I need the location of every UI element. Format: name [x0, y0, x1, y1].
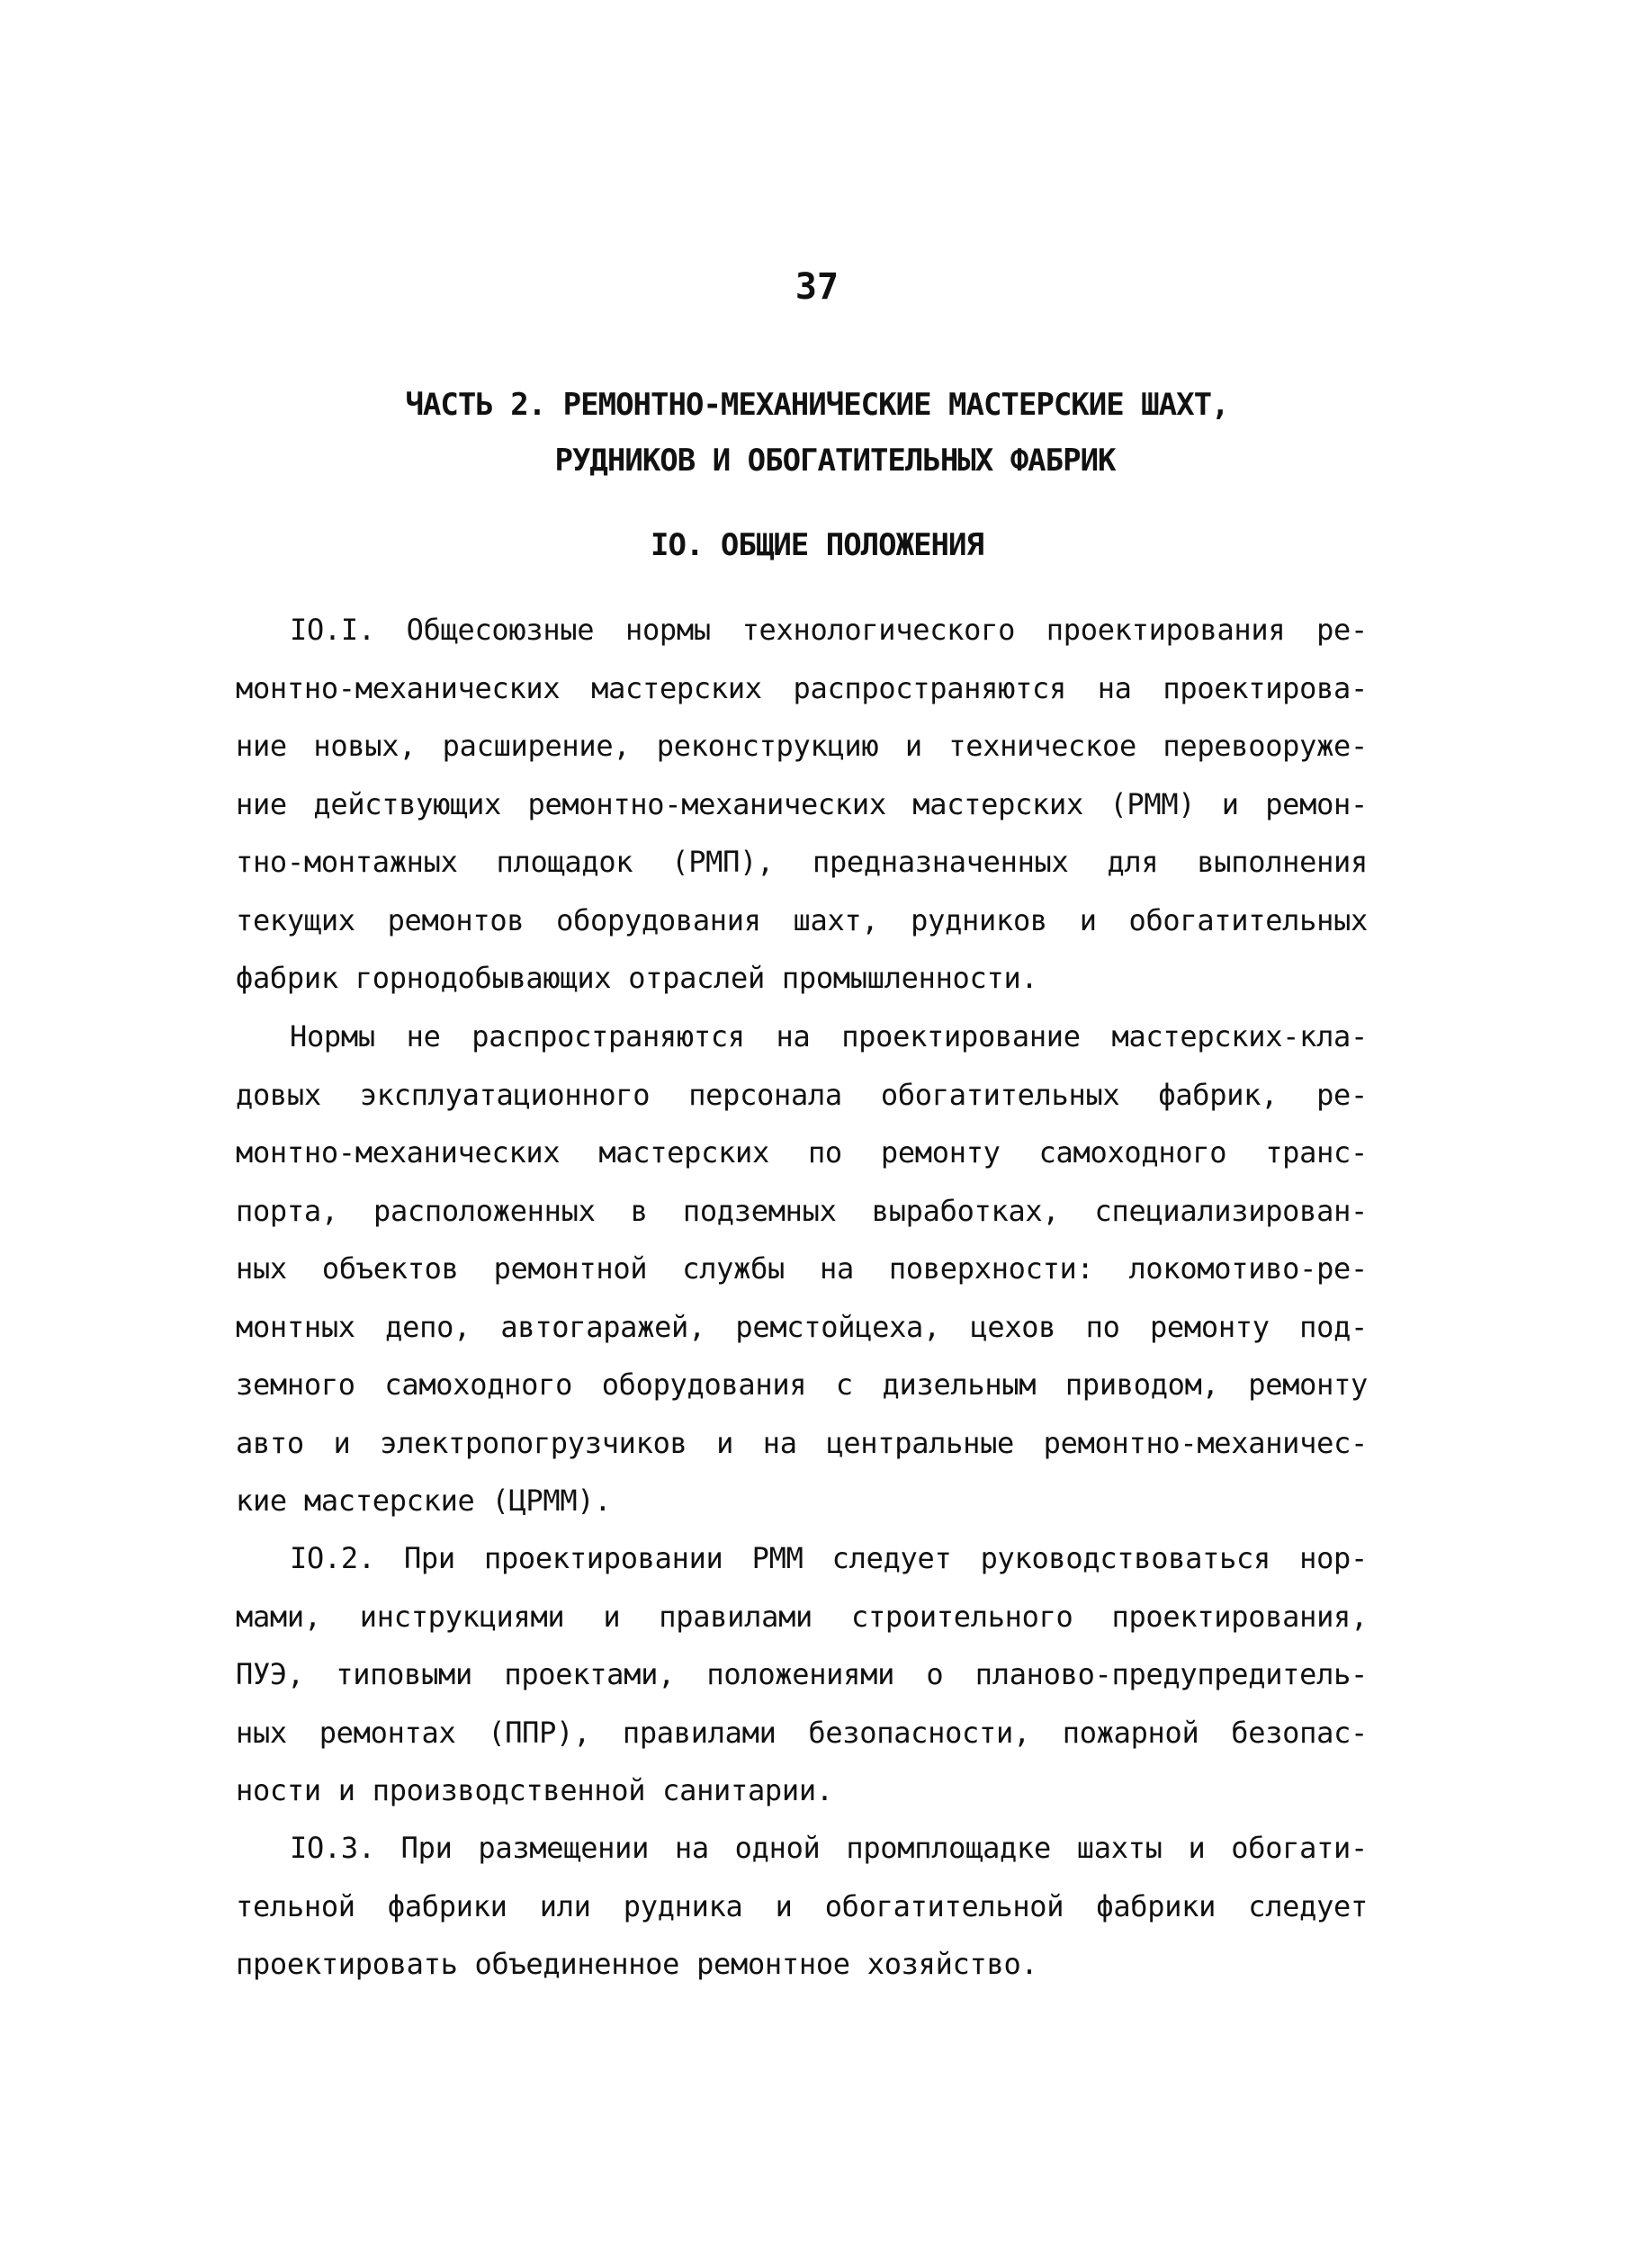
paragraph-10-2	[236, 1529, 1368, 1820]
paragraph-line: проектировать объединенное ремонтное хозяйство.	[236, 1947, 1038, 1981]
paragraph-line: ПУЭ, типовыми проектами, положениями о планово-предупредитель-	[236, 1657, 1368, 1691]
paragraph-line: фабрик горнодобывающих отраслей промышленности.	[236, 961, 1038, 995]
page-number: 37	[795, 266, 839, 308]
paragraph-line: ных ремонтах (ППР), правилами безопасности, пожарной безопас-	[236, 1715, 1368, 1750]
paragraph-line: IO.2. При проектировании РММ следует руководствоваться нор-	[290, 1541, 1368, 1575]
paragraph-line: ние новых, расширение, реконструкцию и техническое перевооруже-	[236, 729, 1368, 763]
part-title-line-2: РУДНИКОВ И ОБОГАТИТЕЛЬНЫХ ФАБРИК	[554, 443, 1116, 479]
paragraph-line: земного самоходного оборудования с дизельным приводом, ремонту	[236, 1367, 1368, 1402]
paragraph-10-3	[236, 1819, 1368, 1994]
paragraph-line: монтных депо, автогаражей, ремстойцеха, цехов по ремонту под-	[236, 1309, 1368, 1344]
paragraph-line: IO.I. Общесоюзные нормы технологического проектирования ре-	[290, 613, 1368, 647]
paragraph-line: тно-монтажных площадок (РМП), предназначенных для выполнения	[236, 845, 1368, 879]
paragraph-line: ние действующих ремонтно-механических мастерских (РММ) и ремон-	[236, 786, 1368, 821]
paragraph-norms-exclusions	[236, 1008, 1368, 1530]
paragraph-line: мами, инструкциями и правилами строительного проектирования,	[236, 1599, 1368, 1634]
paragraph-line: монтно-механических мастерских распространяются на проектирова-	[236, 670, 1368, 705]
paragraph-line: монтно-механических мастерских по ремонту самоходного транс-	[236, 1135, 1368, 1170]
paragraph-line: ных объектов ремонтной службы на поверхности: локомотиво-ре-	[236, 1251, 1368, 1286]
paragraph-line: ности и производственной санитарии.	[236, 1773, 833, 1807]
paragraph-10-1	[236, 601, 1368, 1008]
paragraph-line: текущих ремонтов оборудования шахт, рудников и обогатительных	[236, 902, 1368, 937]
section-heading: IO. ОБЩИЕ ПОЛОЖЕНИЯ	[651, 527, 983, 563]
part-title-line-1: ЧАСТЬ 2. РЕМОНТНО-МЕХАНИЧЕСКИЕ МАСТЕРСКИЕ ШАХТ,	[405, 387, 1229, 423]
paragraph-line: IO.3. При размещении на одной промплощадке шахты и обогати-	[290, 1831, 1368, 1865]
paragraph-line: авто и электропогрузчиков и на центральные ремонтно-механичес-	[236, 1425, 1368, 1460]
paragraph-line: Нормы не распространяются на проектирование мастерских-кла-	[290, 1019, 1368, 1053]
paragraph-line: довых эксплуатационного персонала обогатительных фабрик, ре-	[236, 1077, 1368, 1112]
paragraph-line: порта, расположенных в подземных выработках, специализирован-	[236, 1193, 1368, 1228]
paragraph-line: тельной фабрики или рудника и обогатительной фабрики следует	[236, 1888, 1368, 1923]
paragraph-line: кие мастерские (ЦРММ).	[236, 1484, 612, 1518]
